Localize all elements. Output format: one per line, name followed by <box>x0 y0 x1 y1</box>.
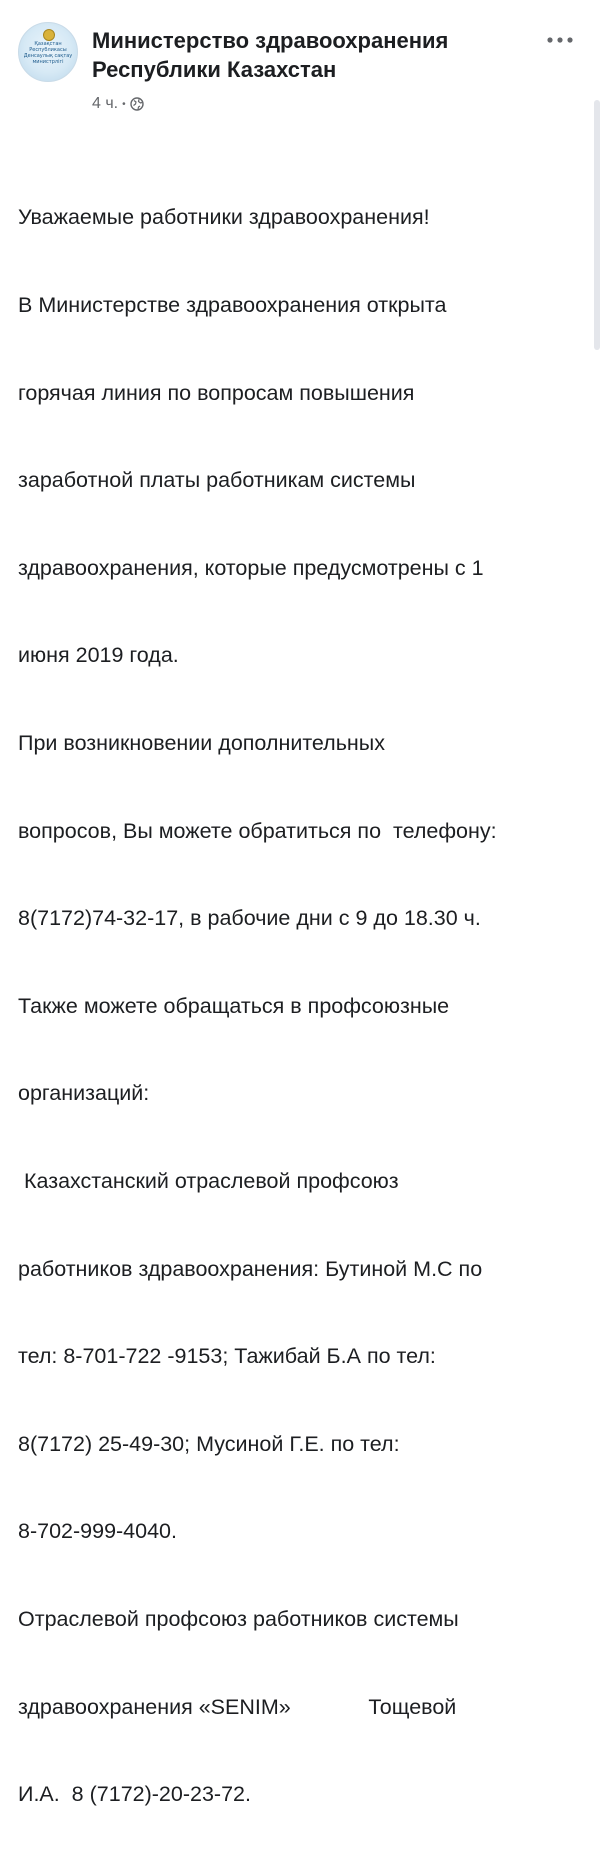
post-text-line: заработной платы работникам системы <box>18 468 416 493</box>
globe-icon <box>130 97 144 111</box>
post-text-line: горячая линия по вопросам повышения <box>18 380 415 405</box>
post-text-line: 8(7172)74-32-17, в рабочие дни с 9 до 18.30 ч. <box>18 906 481 931</box>
post-text-line: При возникновении дополнительных <box>18 730 386 755</box>
scrollbar[interactable] <box>594 100 600 350</box>
post-timestamp[interactable]: 4 ч. <box>92 95 119 112</box>
post-text-line: Казахстанский отраслевой профсоюз <box>18 1168 399 1193</box>
page-name-link[interactable]: Министерство здравоохранения Республики Казахстан <box>92 28 449 82</box>
post-text-line: Уважаемые работники здравоохранения! <box>18 205 430 230</box>
post-text-line: тел: 8-701-722 -9153; Тажибай Б.А по тел: <box>18 1344 436 1369</box>
post-text-line: 8(7172) 25-49-30; Мусиной Г.Е. по тел: <box>18 1431 400 1456</box>
post-text-line: здравоохранения «SENIM» Тощевой <box>18 1694 457 1719</box>
page-avatar[interactable] <box>18 22 78 82</box>
post-text-line: В Министерстве здравоохранения открыта <box>18 293 447 317</box>
post-text-line: вопросов, Вы можете обратиться по телефону: <box>18 818 497 843</box>
post-text-line: Отраслевой профсоюз работников системы <box>18 1606 459 1631</box>
post-text-line: Также можете обращаться в профсоюзные <box>18 993 450 1018</box>
more-options-icon[interactable] <box>540 30 580 50</box>
post-text-line: организаций: <box>18 1081 150 1106</box>
post-text-line: 8-702-999-4040. <box>18 1519 177 1544</box>
post-text-line: здравоохранения, которые предусмотрены с 1 <box>18 555 484 580</box>
post-text-line: И.А. 8 (7172)-20-23-72. <box>18 1782 251 1807</box>
post-meta <box>92 94 144 114</box>
state-emblem-icon <box>43 29 55 41</box>
post-text-line: июня 2019 года. <box>18 643 179 668</box>
avatar-logo-text: Қазақстан Республикасы Денсаулық сақтау министрлігі <box>23 41 73 65</box>
post-text-line: работников здравоохранения: Бутиной М.С по <box>18 1256 483 1281</box>
meta-separator: • <box>122 98 126 110</box>
post-body-text <box>18 145 590 1868</box>
